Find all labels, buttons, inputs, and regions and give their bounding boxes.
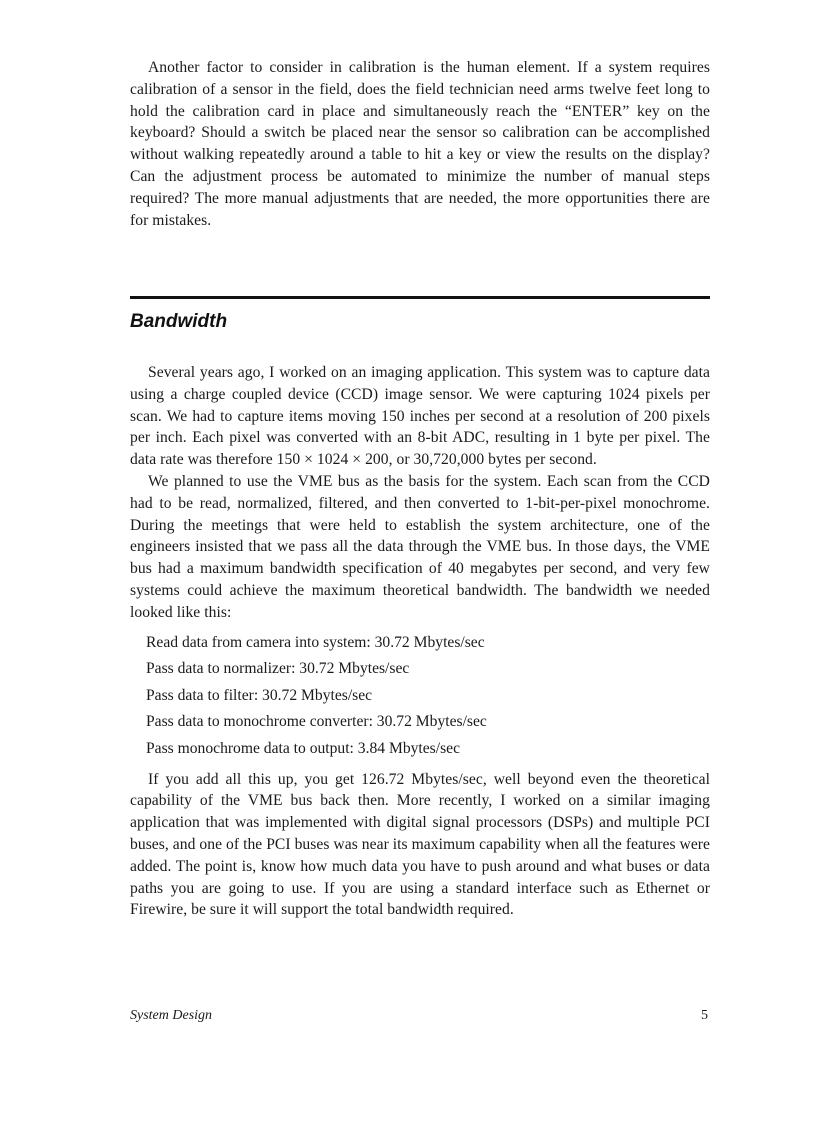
closing-paragraph: If you add all this up, you get 126.72 Mbytes/sec, well beyond even the theoretical capability of the VME bus back then. More recently, I worked on a similar imaging application that was implemented with digital signal processors (DSPs) and multiple PCI buses, and one of the PCI buses was near its maximum capability when all the features were added. The point is, know how much data you have to push around and what buses or data paths you are going to use. If you are using a standard interface such as Ethernet or Firewire, be sure it will support the total bandwidth required. (130, 770, 711, 919)
list-item: Pass data to normalizer: 30.72 Mbytes/sec (146, 660, 410, 678)
list-item: Pass data to filter: 30.72 Mbytes/sec (146, 686, 373, 704)
page-number: 5 (701, 1008, 708, 1023)
bandwidth-list (130, 630, 710, 763)
intro-paragraph: Another factor to consider in calibration is the human element. If a system requires calibration of a sensor in the field, does the field technician need arms twelve feet long to hold the calibration card in place and simultaneously reach the “ENTER” key on the keyboard? Should a switch be placed near the sensor so calibration can be accomplished without walking repeatedly around a table to hit a key or view the results on the display? Can the adjustment process be automated to minimize the number of manual steps required? The more manual adjustments that are needed, the more opportunities there are for mistakes. (130, 59, 710, 229)
list-item: Pass data to monochrome converter: 30.72 Mbytes/sec (146, 713, 487, 731)
list-item: Read data from camera into system: 30.72 Mbytes/sec (146, 633, 485, 651)
section-heading: Bandwidth (130, 311, 228, 332)
section-divider (130, 296, 710, 299)
running-footer-title: System Design (130, 1008, 213, 1023)
list-item: Pass monochrome data to output: 3.84 Mbytes/sec (146, 739, 460, 757)
section-body (130, 362, 710, 921)
body-paragraph-2: We planned to use the VME bus as the basis for the system. Each scan from the CCD had to be read, normalized, filtered, and then converted to 1-bit-per-pixel monochrome. During the meetings that were held to establish the system architecture, one of the engineers insisted that we pass all the data through the VME bus. In those days, the VME bus had a maximum bandwidth specification of 40 megabytes per second, and very few systems could achieve the maximum theoretical bandwidth. The bandwidth we needed looked like this: (130, 472, 710, 621)
body-paragraph-1: Several years ago, I worked on an imaging application. This system was to capture data using a charge coupled device (CCD) image sensor. We were capturing 1024 pixels per scan. We had to capture items moving 150 inches per second at a resolution of 200 pixels per inch. Each pixel was converted with an 8-bit ADC, resulting in 1 byte per pixel. The data rate was therefore 150 × 1024 × 200, or 30,720,000 bytes per second. (130, 364, 710, 469)
